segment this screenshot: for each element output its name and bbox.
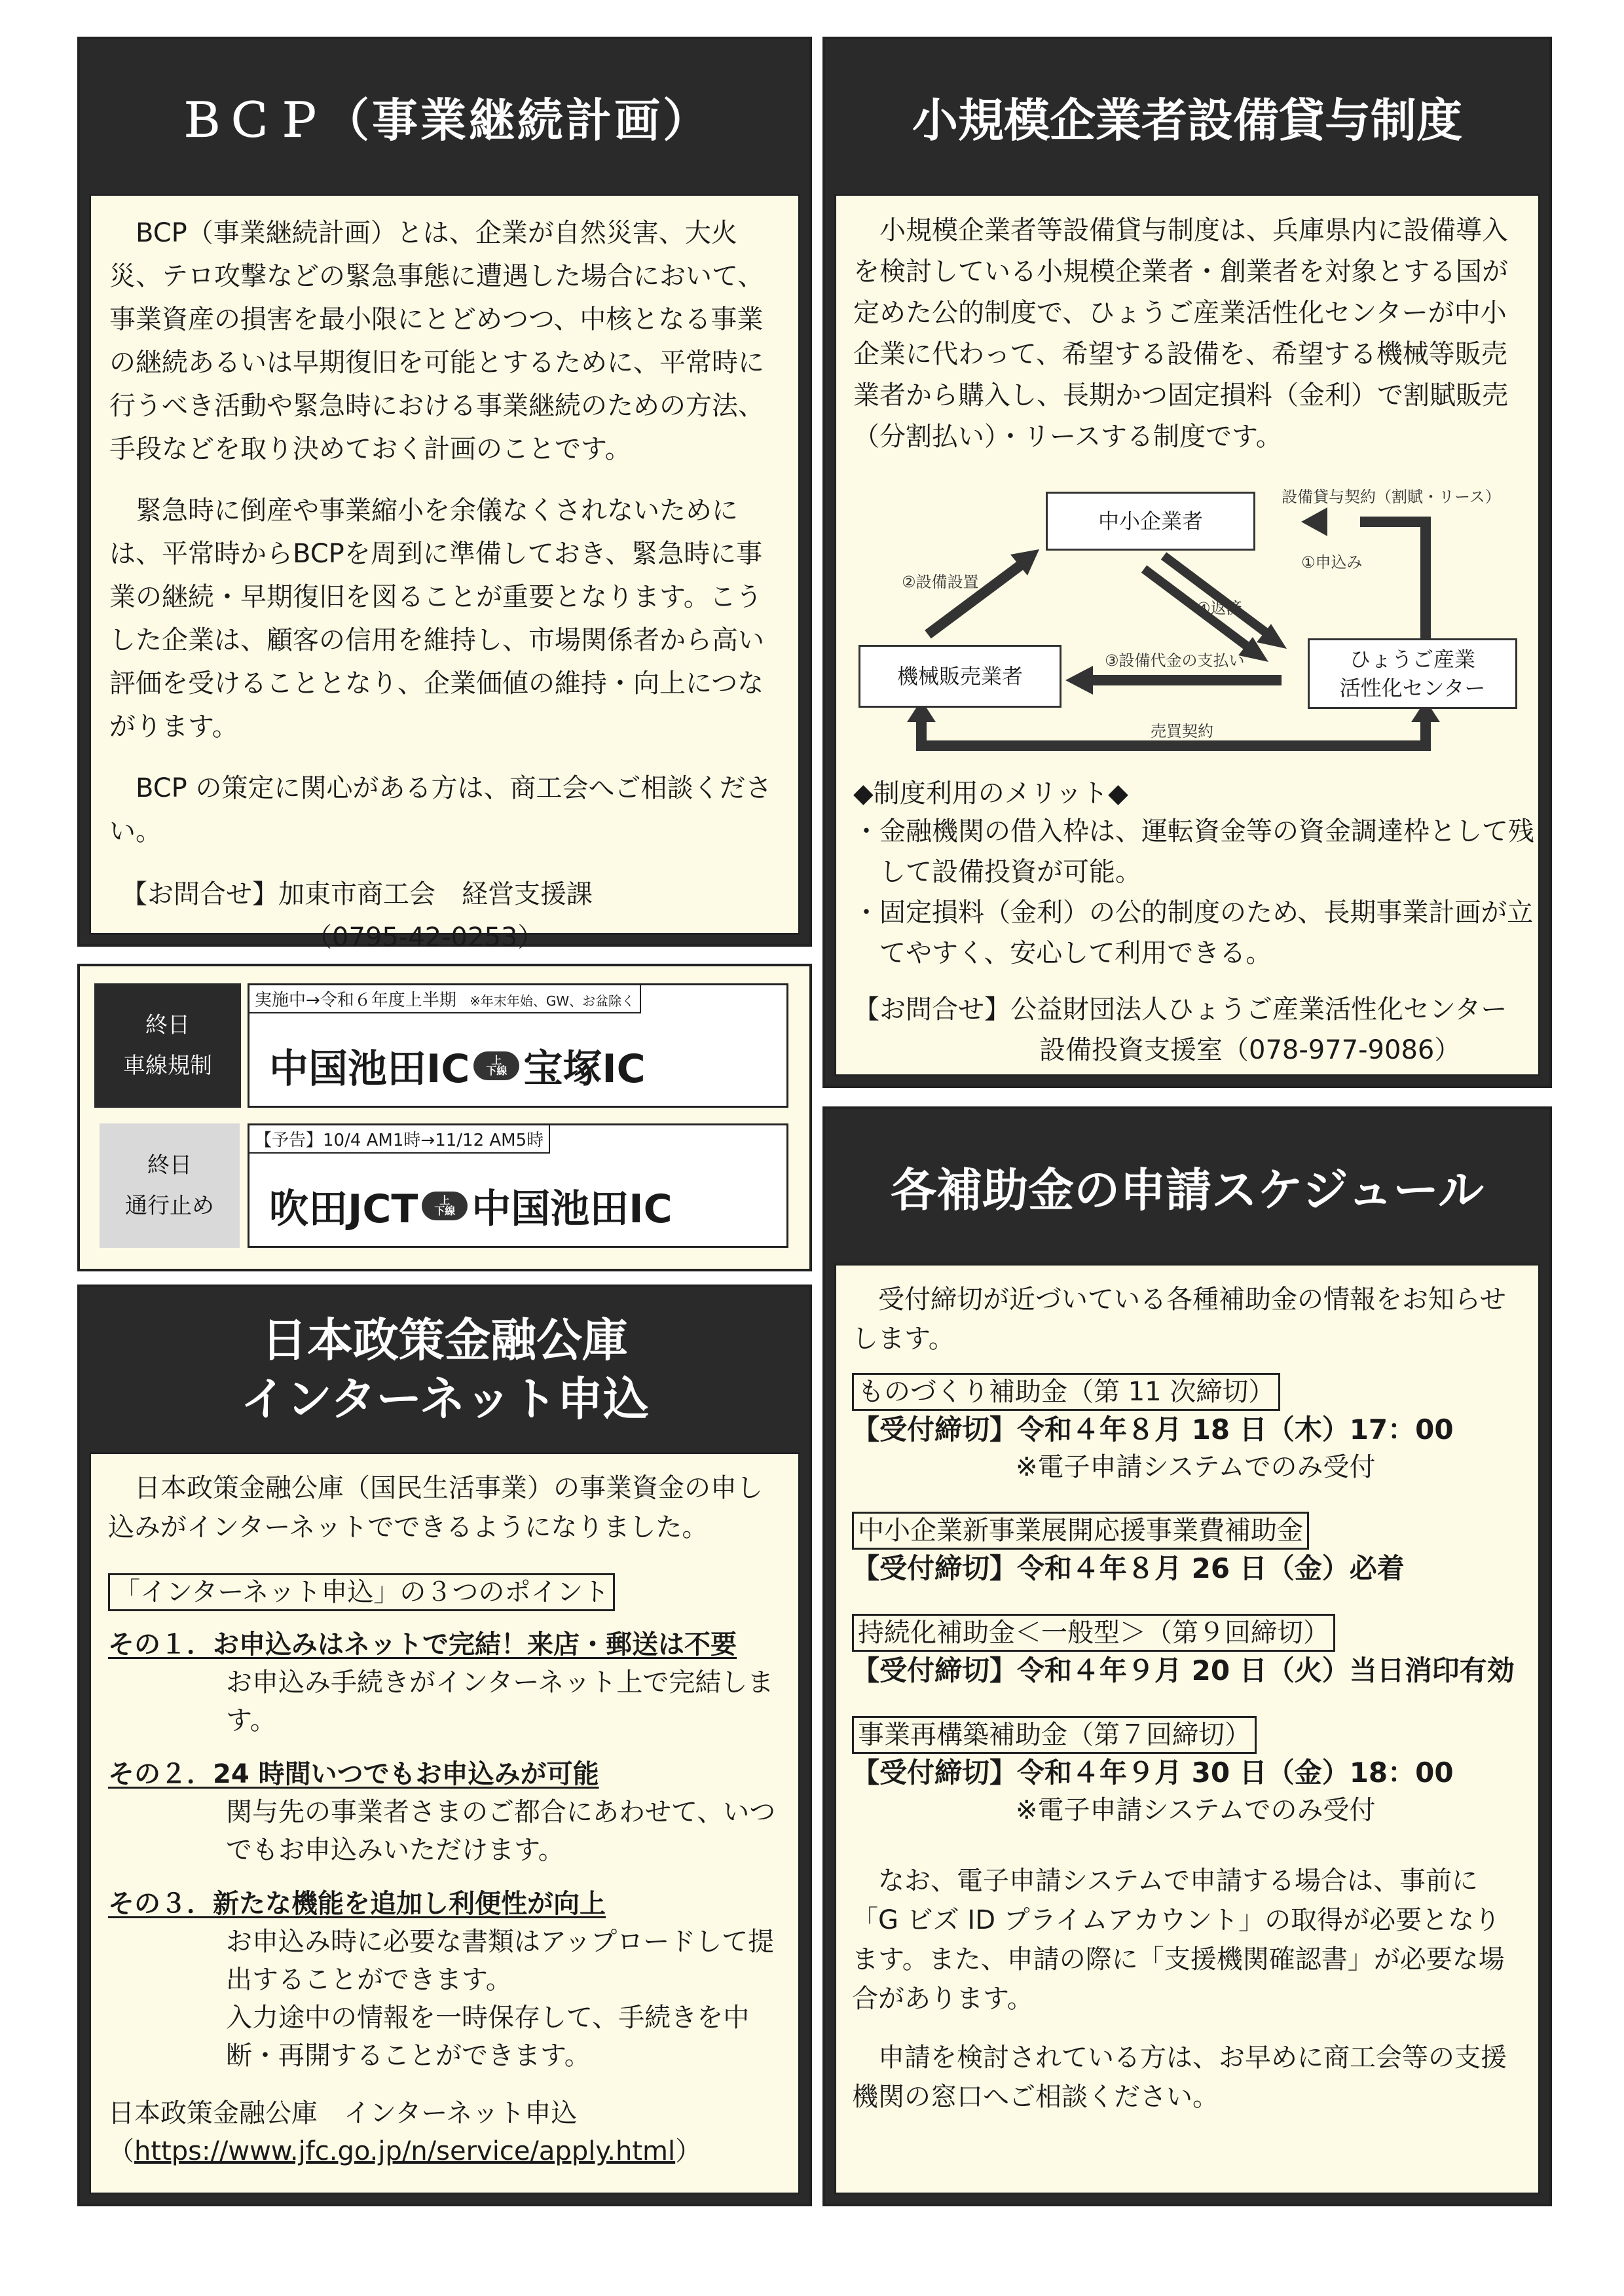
schedule-item-2-deadline: 【受付締切】令和４年８月 26 日（金）必着 — [852, 1552, 1405, 1584]
lease-contact — [853, 988, 1507, 1031]
jfc-title-line-1: 日本政策金融公庫 — [261, 1313, 628, 1367]
box-center-label-2: 活性化センター — [1339, 676, 1486, 701]
road-2-tag-line-2: 通行止め — [125, 1193, 214, 1219]
contract-arrow-head — [1301, 507, 1327, 536]
lease-title — [825, 39, 1549, 194]
jfc-points-title: 「インターネット申込」の３つのポイント — [108, 1573, 615, 1611]
bcp-section — [77, 37, 812, 953]
schedule-item-3-name: 持続化補助金＜一般型＞（第９回締切） — [852, 1614, 1335, 1652]
schedule-item-1-deadline: 【受付締切】令和４年８月 18 日（木）17：00 — [852, 1413, 1454, 1446]
merit-1: ・金融機関の借入枠は、運転資金等の資金調達枠として残して設備投資が可能。 — [853, 816, 1534, 887]
lease-contact-dept: 設備投資支援室（078-977-9086） — [1039, 1035, 1461, 1065]
direction-badge-icon: 上 下線 — [422, 1192, 468, 1220]
direction-badge-icon: 上 下線 — [473, 1051, 519, 1080]
schedule-title — [825, 1109, 1549, 1264]
road-2-info — [248, 1123, 788, 1248]
road-1-from: 中国池田IC — [269, 1046, 470, 1092]
road-1-tag-line-1: 終日 — [145, 1012, 190, 1038]
label-apply: ①申込み — [1301, 553, 1363, 572]
url-close-paren: ） — [675, 2136, 702, 2166]
bcp-contact — [109, 873, 780, 916]
road-2-tag — [100, 1123, 240, 1248]
jfc-footer-name: 日本政策金融公庫 インターネット申込 — [108, 2098, 578, 2128]
jfc-url-link[interactable]: https://www.jfc.go.jp/n/service/apply.html — [134, 2136, 676, 2166]
bcp-paragraph-1: BCP（事業継続計画）とは、企業が自然災害、大火災、テロ攻撃などの緊急事態に遭遇した場合において、事業資産の損害を最小限にとどめつつ、中核となる事業の継続あるいは早期復旧を可能とするために、平常時に行うべき活動や緊急時における事業継続のための方法、手段などを取り決めておく計画のことです。 — [109, 218, 764, 464]
merit-title: ◆制度利用のメリット◆ — [853, 778, 1128, 809]
jfc-intro: 日本政策金融公庫（国民生活事業）の事業資金の申し込みがインターネットでできるようになりました。 — [108, 1473, 763, 1542]
bcp-contact-label: 【お問合せ】 — [121, 879, 278, 909]
road-2-period-text: 【予告】10/4 AM1時→11/12 AM5時 — [255, 1131, 544, 1150]
schedule-outro-2: 申請を検討されている方は、お早めに商工会等の支援機関の窓口へご相談ください。 — [852, 2043, 1507, 2112]
schedule-body — [834, 1264, 1540, 2195]
contract-arrow — [1360, 522, 1426, 647]
jfc-point-3-head: その３．新たな機能を追加し利便性が向上 — [108, 1889, 606, 1919]
schedule-outro-1: なお、電子申請システムで申請する場合は、事前に「G ビズ ID プライムアカウント」の取得が必要となります。また、申請の際に「支援機関確認書」が必要な場合があります。 — [852, 1866, 1505, 2014]
label-payment: ③設備代金の支払い — [1105, 651, 1245, 670]
box-sme — [1046, 492, 1255, 551]
box-vendor — [858, 645, 1061, 708]
lease-contact-label: 【お問合せ】 — [853, 994, 1010, 1025]
lease-diagram — [849, 484, 1530, 759]
schedule-section — [822, 1106, 1552, 2206]
box-center-label-1: ひょうご産業 — [1349, 647, 1475, 672]
lease-title-text: 小規模企業者設備貸与制度 — [912, 93, 1462, 147]
schedule-item-1 — [852, 1373, 1522, 1485]
bcp-contact-tel: （0795-42-0253） — [306, 922, 544, 953]
road-1-route — [269, 1038, 646, 1094]
bcp-title-text: ＢＣＰ（事業継続計画） — [178, 93, 711, 147]
road-1-tag-line-2: 車線規制 — [123, 1053, 212, 1079]
road-panel — [77, 964, 812, 1271]
label-sale: 売買契約 — [1151, 722, 1213, 740]
jfc-title-line-2: インターネット申込 — [240, 1372, 649, 1426]
jfc-point-2-body: 関与先の事業者さまのご都合にあわせて、いつでもお申込みいただけます。 — [226, 1797, 776, 1865]
lease-body — [834, 194, 1540, 1076]
schedule-item-1-note: ※電子申請システムでのみ受付 — [1016, 1452, 1376, 1482]
lease-section — [822, 37, 1552, 1088]
bcp-title — [80, 39, 809, 194]
road-1-period — [249, 985, 641, 1013]
box-sme-label: 中小企業者 — [1098, 509, 1203, 534]
bcp-paragraph-2: 緊急時に倒産や事業縮小を余儀なくされないためには、平常時からBCPを周到に準備しておき、緊急時に事業の継続・早期復旧を図ることが重要となります。こうした企業は、顧客の信用を維持し、市場関係者から高い評価を受けることとなり、企業価値の維持・向上につながります。 — [109, 496, 764, 742]
jfc-point-3-body-2: 入力途中の情報を一時保存して、手続きを中断・再開することができます。 — [226, 2003, 750, 2071]
schedule-title-text: 各補助金の申請スケジュール — [891, 1163, 1484, 1217]
road-2-route — [269, 1178, 673, 1234]
schedule-item-3-deadline: 【受付締切】令和４年９月 20 日（火）当日消印有効 — [852, 1654, 1515, 1686]
jfc-title — [80, 1287, 809, 1452]
jfc-section — [77, 1285, 812, 2206]
jfc-body — [89, 1452, 800, 2195]
schedule-item-4-note: ※電子申請システムでのみ受付 — [1016, 1795, 1376, 1825]
bcp-paragraph-3: BCP の策定に関心がある方は、商工会へご相談ください。 — [109, 773, 772, 847]
road-2-period — [249, 1125, 550, 1154]
road-1-tag — [94, 983, 241, 1108]
bcp-contact-org: 加東市商工会 経営支援課 — [278, 879, 593, 909]
box-center — [1308, 638, 1517, 709]
road-1-period-text: 実施中→令和６年度上半期 — [255, 991, 456, 1010]
schedule-item-4 — [852, 1716, 1522, 1829]
schedule-intro: 受付締切が近づいている各種補助金の情報をお知らせします。 — [852, 1285, 1506, 1354]
road-1-to: 宝塚IC — [523, 1046, 646, 1092]
road-2-from: 吹田JCT — [269, 1186, 418, 1232]
lease-paragraph: 小規模企業者等設備貸与制度は、兵庫県内に設備導入を検討している小規模企業者・創業者を対象とする国が定めた公的制度で、ひょうご産業活性化センターが中小企業に代わって、希望する設備を、希望する機械等販売業者から購入し、長期かつ固定損料（金利）で割賦販売（分割払い）・リースする制度です。 — [853, 215, 1508, 452]
jfc-point-1-head: その１．お申込みはネットで完結！来店・郵送は不要 — [108, 1630, 737, 1660]
schedule-item-2 — [852, 1512, 1522, 1588]
url-open-paren: （ — [108, 2136, 134, 2166]
merit-2: ・固定損料（金利）の公的制度のため、長期事業計画が立てやすく、安心して利用できる。 — [853, 898, 1534, 968]
schedule-item-4-deadline: 【受付締切】令和４年９月 30 日（金）18：00 — [852, 1757, 1454, 1789]
jfc-point-2-head: その２．24 時間いつでもお申込みが可能 — [108, 1759, 599, 1789]
road-1-info — [248, 983, 788, 1108]
lease-contact-org: 公益財団法人ひょうご産業活性化センター — [1010, 994, 1507, 1025]
road-1-note: ※年末年始、GW、お盆除く — [470, 993, 635, 1009]
jfc-footer-url-line — [108, 2132, 781, 2170]
jfc-point-3-body-1: お申込み時に必要な書類はアップロードして提出することができます。 — [226, 1927, 775, 1995]
road-2-to: 中国池田IC — [471, 1186, 673, 1232]
schedule-item-2-name: 中小企業新事業展開応援事業費補助金 — [852, 1512, 1309, 1550]
bcp-body — [89, 194, 800, 953]
schedule-item-3 — [852, 1614, 1522, 1690]
label-repay: ④返済 — [1196, 599, 1242, 617]
payment-arrow-head — [1065, 666, 1093, 695]
schedule-item-4-name: 事業再構築補助金（第７回締切） — [852, 1716, 1257, 1754]
label-contract: 設備貸与契約（割賦・リース） — [1282, 488, 1501, 506]
road-2-tag-line-1: 終日 — [147, 1152, 192, 1178]
box-vendor-label: 機械販売業者 — [896, 664, 1023, 689]
jfc-point-1-body: お申込み手続きがインターネット上で完結します。 — [226, 1667, 774, 1736]
jfc-points-title-wrap — [108, 1573, 781, 1611]
label-install: ②設備設置 — [902, 573, 979, 591]
schedule-item-1-name: ものづくり補助金（第 11 次締切） — [852, 1373, 1280, 1411]
